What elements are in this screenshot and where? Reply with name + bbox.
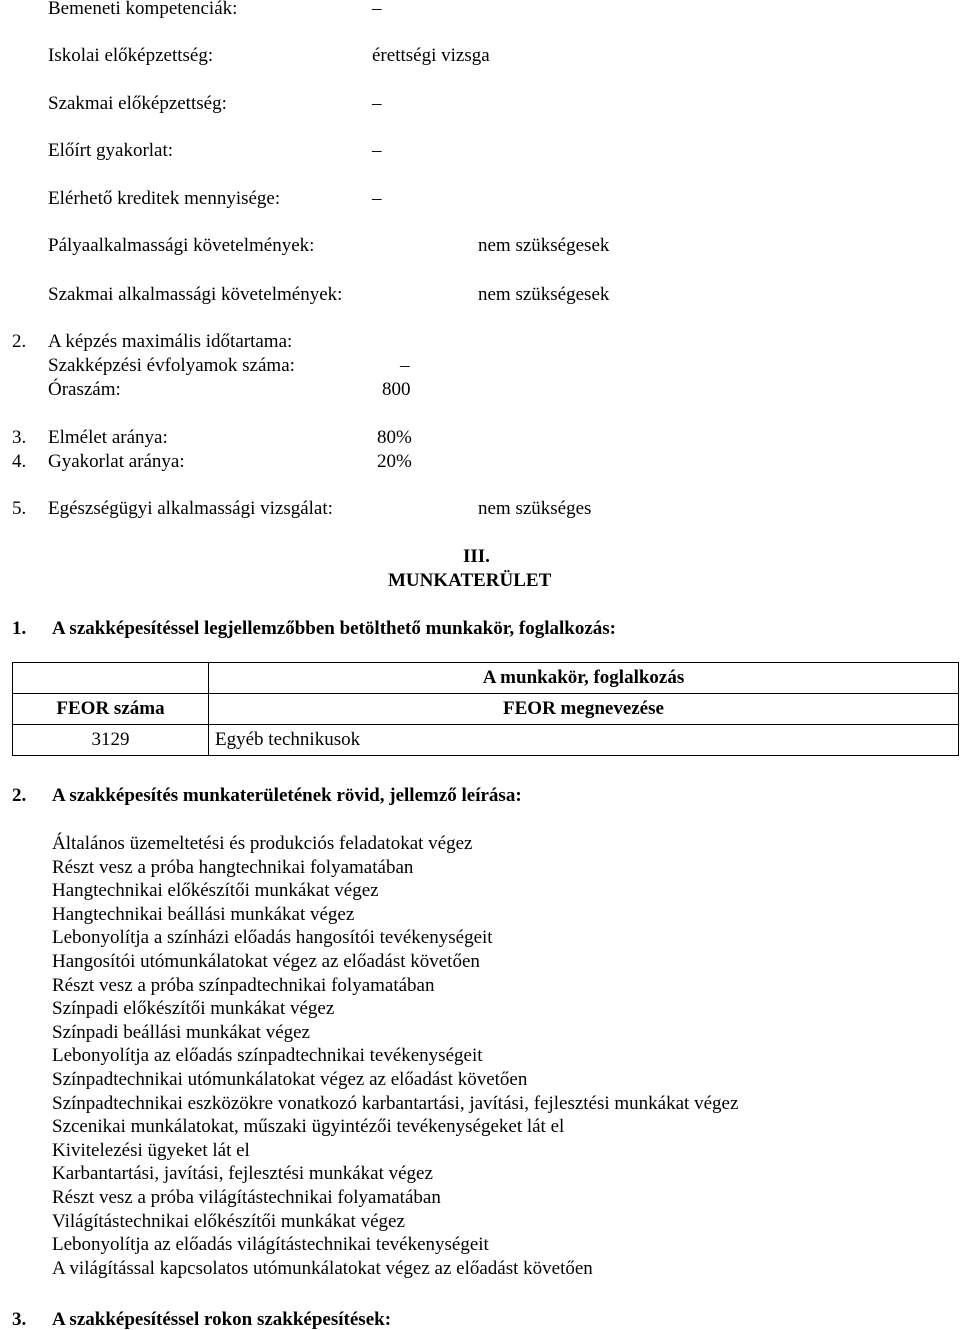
subsection1-number: 1. <box>12 618 27 639</box>
career-aptitude-label: Pályaalkalmassági követelmények: <box>48 235 315 256</box>
subsection2-number: 2. <box>12 785 27 806</box>
subsection3-number: 3. <box>12 1309 27 1330</box>
subsection2-title: A szakképesítés munkaterületének rövid, jellemző leírása: <box>52 785 522 806</box>
professional-prerequisite-value: – <box>372 93 382 114</box>
list-item: Lebonyolítja az előadás világítástechnikai tevékenységeit <box>52 1234 489 1256</box>
list-item: Általános üzemeltetési és produkciós feladatokat végez <box>52 833 473 854</box>
professional-aptitude-value: nem szükségesek <box>478 284 610 305</box>
list-item: A világítással kapcsolatos utómunkálatokat végez az előadást követően <box>52 1257 593 1279</box>
list-item: Hangosítói utómunkálatokat végez az előadást követően <box>52 950 480 972</box>
section5-number: 5. <box>12 498 27 519</box>
list-item: Lebonyolítja az előadás színpadtechnikai tevékenységeit <box>52 1045 483 1067</box>
health-exam-value: nem szükséges <box>478 498 592 519</box>
table-header-empty-cell <box>13 663 209 694</box>
theory-ratio-label: Elmélet aránya: <box>48 427 168 448</box>
professional-aptitude-label: Szakmai alkalmassági követelmények: <box>48 284 343 305</box>
list-item: Karbantartási, javítási, fejlesztési munkákat végez <box>52 1163 433 1185</box>
table-header-row <box>13 663 959 694</box>
credits-label: Elérhető kreditek mennyisége: <box>48 188 281 209</box>
feor-table <box>12 662 959 756</box>
list-item: Világítástechnikai előkészítői munkákat végez <box>52 1210 405 1232</box>
list-item: Kivitelezési ügyeket lát el <box>52 1139 250 1161</box>
feor-name-header: FEOR megnevezése <box>209 694 959 725</box>
table-group-header: A munkakör, foglalkozás <box>209 663 959 694</box>
list-item: Részt vesz a próba hangtechnikai folyamatában <box>52 856 414 878</box>
list-item: Szcenikai munkálatokat, műszaki ügyintézői tevékenységeket lát el <box>52 1116 565 1138</box>
feor-number-header: FEOR száma <box>13 694 209 725</box>
hours-label: Óraszám: <box>48 379 121 400</box>
entry-competencies-value: – <box>372 0 382 19</box>
list-item: Lebonyolítja a színházi előadás hangosítói tevékenységeit <box>52 927 493 949</box>
section3-number: 3. <box>12 427 27 448</box>
section4-number: 4. <box>12 451 27 472</box>
feor-number-cell: 3129 <box>13 725 209 756</box>
career-aptitude-value: nem szükségesek <box>478 235 610 256</box>
school-prerequisite-value: érettségi vizsga <box>372 45 490 66</box>
training-years-label: Szakképzési évfolyamok száma: <box>48 355 295 376</box>
chapter-title: MUNKATERÜLET <box>388 570 552 591</box>
work-description-list <box>52 832 738 1280</box>
chapter-number: III. <box>463 546 490 567</box>
list-item: Hangtechnikai előkészítői munkákat végez <box>52 880 379 902</box>
required-practice-label: Előírt gyakorlat: <box>48 140 174 161</box>
list-item: Színpadi előkészítői munkákat végez <box>52 998 335 1020</box>
list-item: Színpadtechnikai eszközökre vonatkozó karbantartási, javítási, fejlesztési munkákat végez <box>52 1092 739 1114</box>
section2-title: A képzés maximális időtartama: <box>48 331 293 352</box>
required-practice-value: – <box>372 140 382 161</box>
table-row <box>13 725 959 756</box>
subsection3-title: A szakképesítéssel rokon szakképesítések: <box>52 1309 392 1330</box>
list-item: Hangtechnikai beállási munkákat végez <box>52 903 355 925</box>
school-prerequisite-label: Iskolai előképzettség: <box>48 45 214 66</box>
list-item: Színpadtechnikai utómunkálatokat végez az előadást követően <box>52 1068 528 1090</box>
health-exam-label: Egészségügyi alkalmassági vizsgálat: <box>48 498 333 519</box>
theory-ratio-value: 80% <box>377 427 412 448</box>
list-item: Részt vesz a próba világítástechnikai folyamatában <box>52 1186 441 1208</box>
list-item: Részt vesz a próba színpadtechnikai folyamatában <box>52 974 435 996</box>
section2-number: 2. <box>12 331 27 352</box>
entry-competencies-label: Bemeneti kompetenciák: <box>48 0 238 19</box>
hours-value: 800 <box>382 379 411 400</box>
subsection1-title: A szakképesítéssel legjellemzőbben betölthető munkakör, foglalkozás: <box>52 618 617 639</box>
table-subheader-row <box>13 694 959 725</box>
professional-prerequisite-label: Szakmai előképzettség: <box>48 93 227 114</box>
practice-ratio-label: Gyakorlat aránya: <box>48 451 185 472</box>
credits-value: – <box>372 188 382 209</box>
practice-ratio-value: 20% <box>377 451 412 472</box>
feor-name-cell: Egyéb technikusok <box>209 725 959 756</box>
training-years-value: – <box>400 355 410 376</box>
list-item: Színpadi beállási munkákat végez <box>52 1021 310 1043</box>
